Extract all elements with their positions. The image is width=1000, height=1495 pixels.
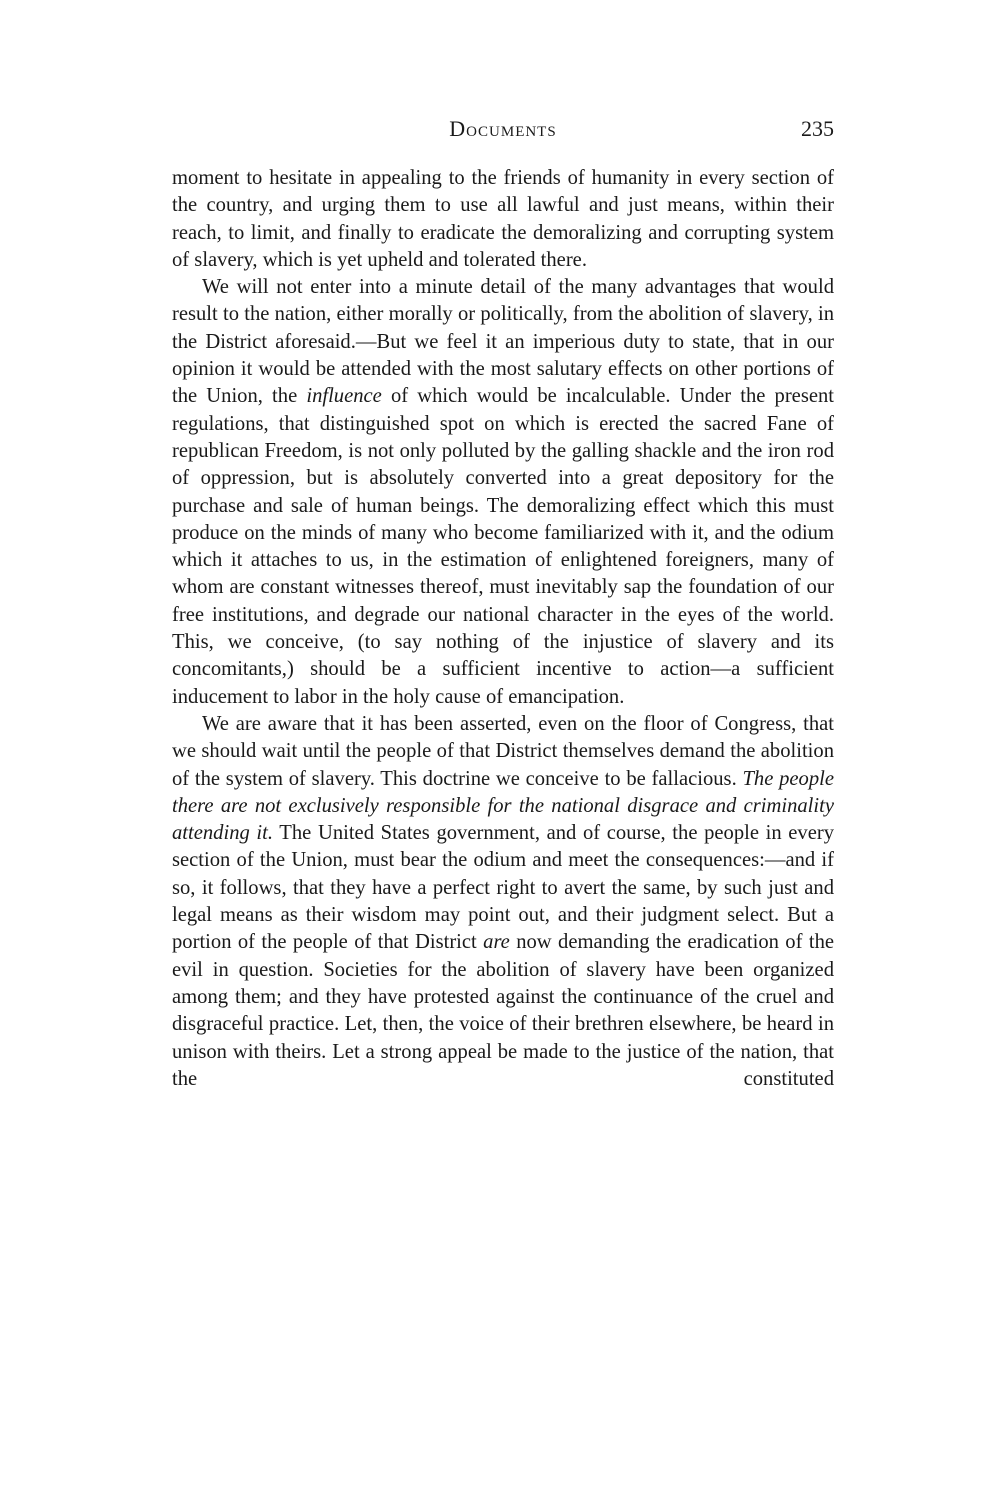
paragraph-3-italic-2: are <box>483 931 510 954</box>
paragraph-2-text-a: We will not enter into a minute detail of the many advantages that would result to the nation, either morally or politically, from the abolition of slavery, in the District aforesaid.—But we feel it an imperious duty to state, that in our opinion it would be attended with the most salutary effects on other portions of the Union, the <box>172 276 834 408</box>
paragraph-3-text-c: now demanding the eradication of the evil in question. Societies for the abolition of slavery have been organized among them; and they have protested against the continuance of the cruel and disgraceful practice. Let, then, the voice of their brethren elsewhere, be heard in unison with theirs. Let a strong appeal be made to the justice of the nation, that the constituted <box>172 931 835 1090</box>
running-head <box>172 112 834 146</box>
body-text <box>172 165 834 1093</box>
paragraph-3-italic-1: The people there are not exclusively responsible for the national disgrace and criminality attending it. <box>172 767 834 845</box>
page-number: 235 <box>801 116 834 141</box>
paragraph-3-text-a: We are aware that it has been asserted, even on the floor of Congress, that we should wait until the people of that District themselves demand the abolition of the system of slavery. This doctrine we conceive to be fallacious. <box>172 712 834 790</box>
paragraph-1 <box>172 165 834 274</box>
paragraph-2 <box>172 274 834 711</box>
paragraph-3 <box>172 711 834 1093</box>
paragraph-1-text: moment to hesitate in appealing to the friends of humanity in every section of the country, and urging them to use all lawful and just means, within their reach, to limit, and finally to eradicate the demoralizing and corrupting system of slavery, which is yet upheld and tolerated there. <box>172 167 834 271</box>
paragraph-2-italic: influence <box>306 385 382 408</box>
paragraph-2-text-b: of which would be incalculable. Under the present regulations, that distinguished spot on which is erected the sacred Fane of republican Freedom, is not only polluted by the galling shackle and the iron rod of oppression, but is absolutely converted into a great depository for the purchase and sale of human beings. The demoralizing effect which this must produce on the minds of many who become familiarized with it, and the odium which it attaches to us, in the estimation of enlightened foreigners, many of whom are constant witnesses thereof, must inevitably sap the foundation of our free institutions, and degrade our national character in the eyes of the world. This, we conceive, (to say nothing of the injustice of slavery and its concomitants,) should be a sufficient incentive to action—a sufficient inducement to labor in the holy cause of emancipation. <box>172 385 834 708</box>
paragraph-3-text-b: The United States government, and of course, the people in every section of the Union, must bear the odium and meet the consequences:—and if so, it follows, that they have a perfect right to avert the same, by such just and legal means as their wisdom may point out, and their judgment select. But a portion of the people of that District <box>172 822 835 954</box>
running-title: Documents <box>449 116 557 141</box>
